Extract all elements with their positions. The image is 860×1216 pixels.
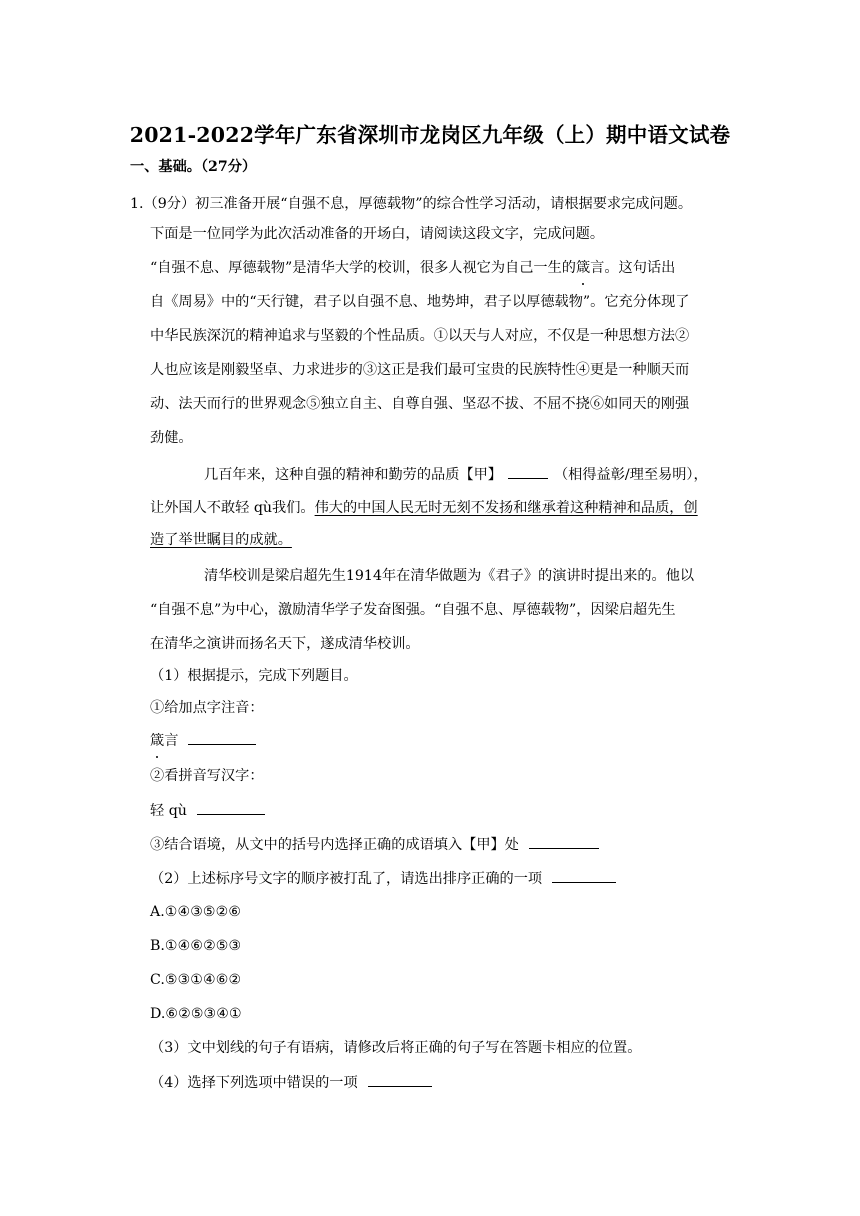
passage-p1-line: 中华民族深沉的精神追求与坚毅的个性品质。①以天与人对应，不仅是一种思想方法② [150,328,690,344]
option-b[interactable]: B.①④⑥②⑤③ [150,938,242,954]
question-intro-cont: 下面是一位同学为此次活动准备的开场白，请阅读这段文字，完成问题。 [150,226,605,242]
answer-blank[interactable] [508,464,548,479]
passage-p1-line: 劲健。 [150,430,193,446]
passage-p1-line: 动、法天而行的世界观念⑤独立自主、自尊自强、坚忍不拔、不屈不挠⑥如同天的刚强 [150,396,690,412]
dotted-char: 箴 [575,260,591,276]
subquestion-1c: ③结合语境，从文中的括号内选择正确的成语填入【甲】处 [150,834,599,855]
question-intro: 1.（9分）初三准备开展“自强不息，厚德载物”的综合性学习活动，请根据要求完成问题。 [130,196,693,212]
option-d[interactable]: D.⑥②⑤③④① [150,1006,242,1022]
passage-p2-line: 几百年来，这种自强的精神和勤劳的品质【甲】 （相得益彰/理至易明）， [204,464,708,485]
answer-blank[interactable] [188,730,256,745]
passage-p3-line: 清华校训是梁启超先生1914年在清华做题为《君子》的演讲时提出来的。他以 [204,568,695,584]
subquestion-3: （3）文中划线的句子有语病，请修改后将正确的句子写在答题卡相应的位置。 [150,1040,642,1056]
passage-p1-line: 人也应该是刚毅坚卓、力求进步的③这正是我们最可宝贵的民族特性④更是一种顺天而 [150,362,690,378]
answer-blank[interactable] [552,868,616,883]
option-a[interactable]: A.①④③⑤②⑥ [150,904,242,920]
answer-blank[interactable] [529,834,599,849]
passage-p3-line: 在清华之演讲而扬名天下，遂成清华校训。 [150,636,420,652]
subquestion-2: （2）上述标序号文字的顺序被打乱了，请选出排序正确的一项 [150,868,616,889]
subquestion-1b-answer-line: 轻 qù [150,800,265,821]
underlined-sentence: 伟大的中国人民无时无刻不发扬和继承着这种精神和品质，创 [314,500,698,516]
option-c[interactable]: C.⑤③①④⑥② [150,972,242,988]
answer-blank[interactable] [368,1072,432,1087]
passage-p2-line: 让外国人不敢轻 qù我们。伟大的中国人民无时无刻不发扬和继承着这种精神和品质，创 [150,500,698,516]
subquestion-4: （4）选择下列选项中错误的一项 [150,1072,432,1093]
subquestion-1a: ①给加点字注音： [150,700,264,716]
answer-blank[interactable] [197,800,265,815]
dotted-char: 箴 [150,733,165,749]
passage-p3-line: “自强不息”为中心，激励清华学子发奋图强。“自强不息、厚德载物”，因梁启超先生 [150,602,676,618]
underlined-sentence: 造了举世瞩目的成就。 [150,532,292,548]
subquestion-1: （1）根据提示，完成下列题目。 [150,668,358,684]
section-heading: 一、基础。（27分） [130,159,257,175]
subquestion-1b: ②看拼音写汉字： [150,768,264,784]
page-title: 2021-2022学年广东省深圳市龙岗区九年级（上）期中语文试卷 [129,123,731,147]
passage-p1-line: “自强不息、厚德载物”是清华大学的校训，很多人视它为自己一生的箴言。这句话出 [150,260,676,276]
passage-p1-line: 自《周易》中的“天行键，君子以自强不息、地势坤，君子以厚德载物”。它充分体现了 [150,294,690,310]
subquestion-1a-answer-line: 箴言 [150,730,256,751]
